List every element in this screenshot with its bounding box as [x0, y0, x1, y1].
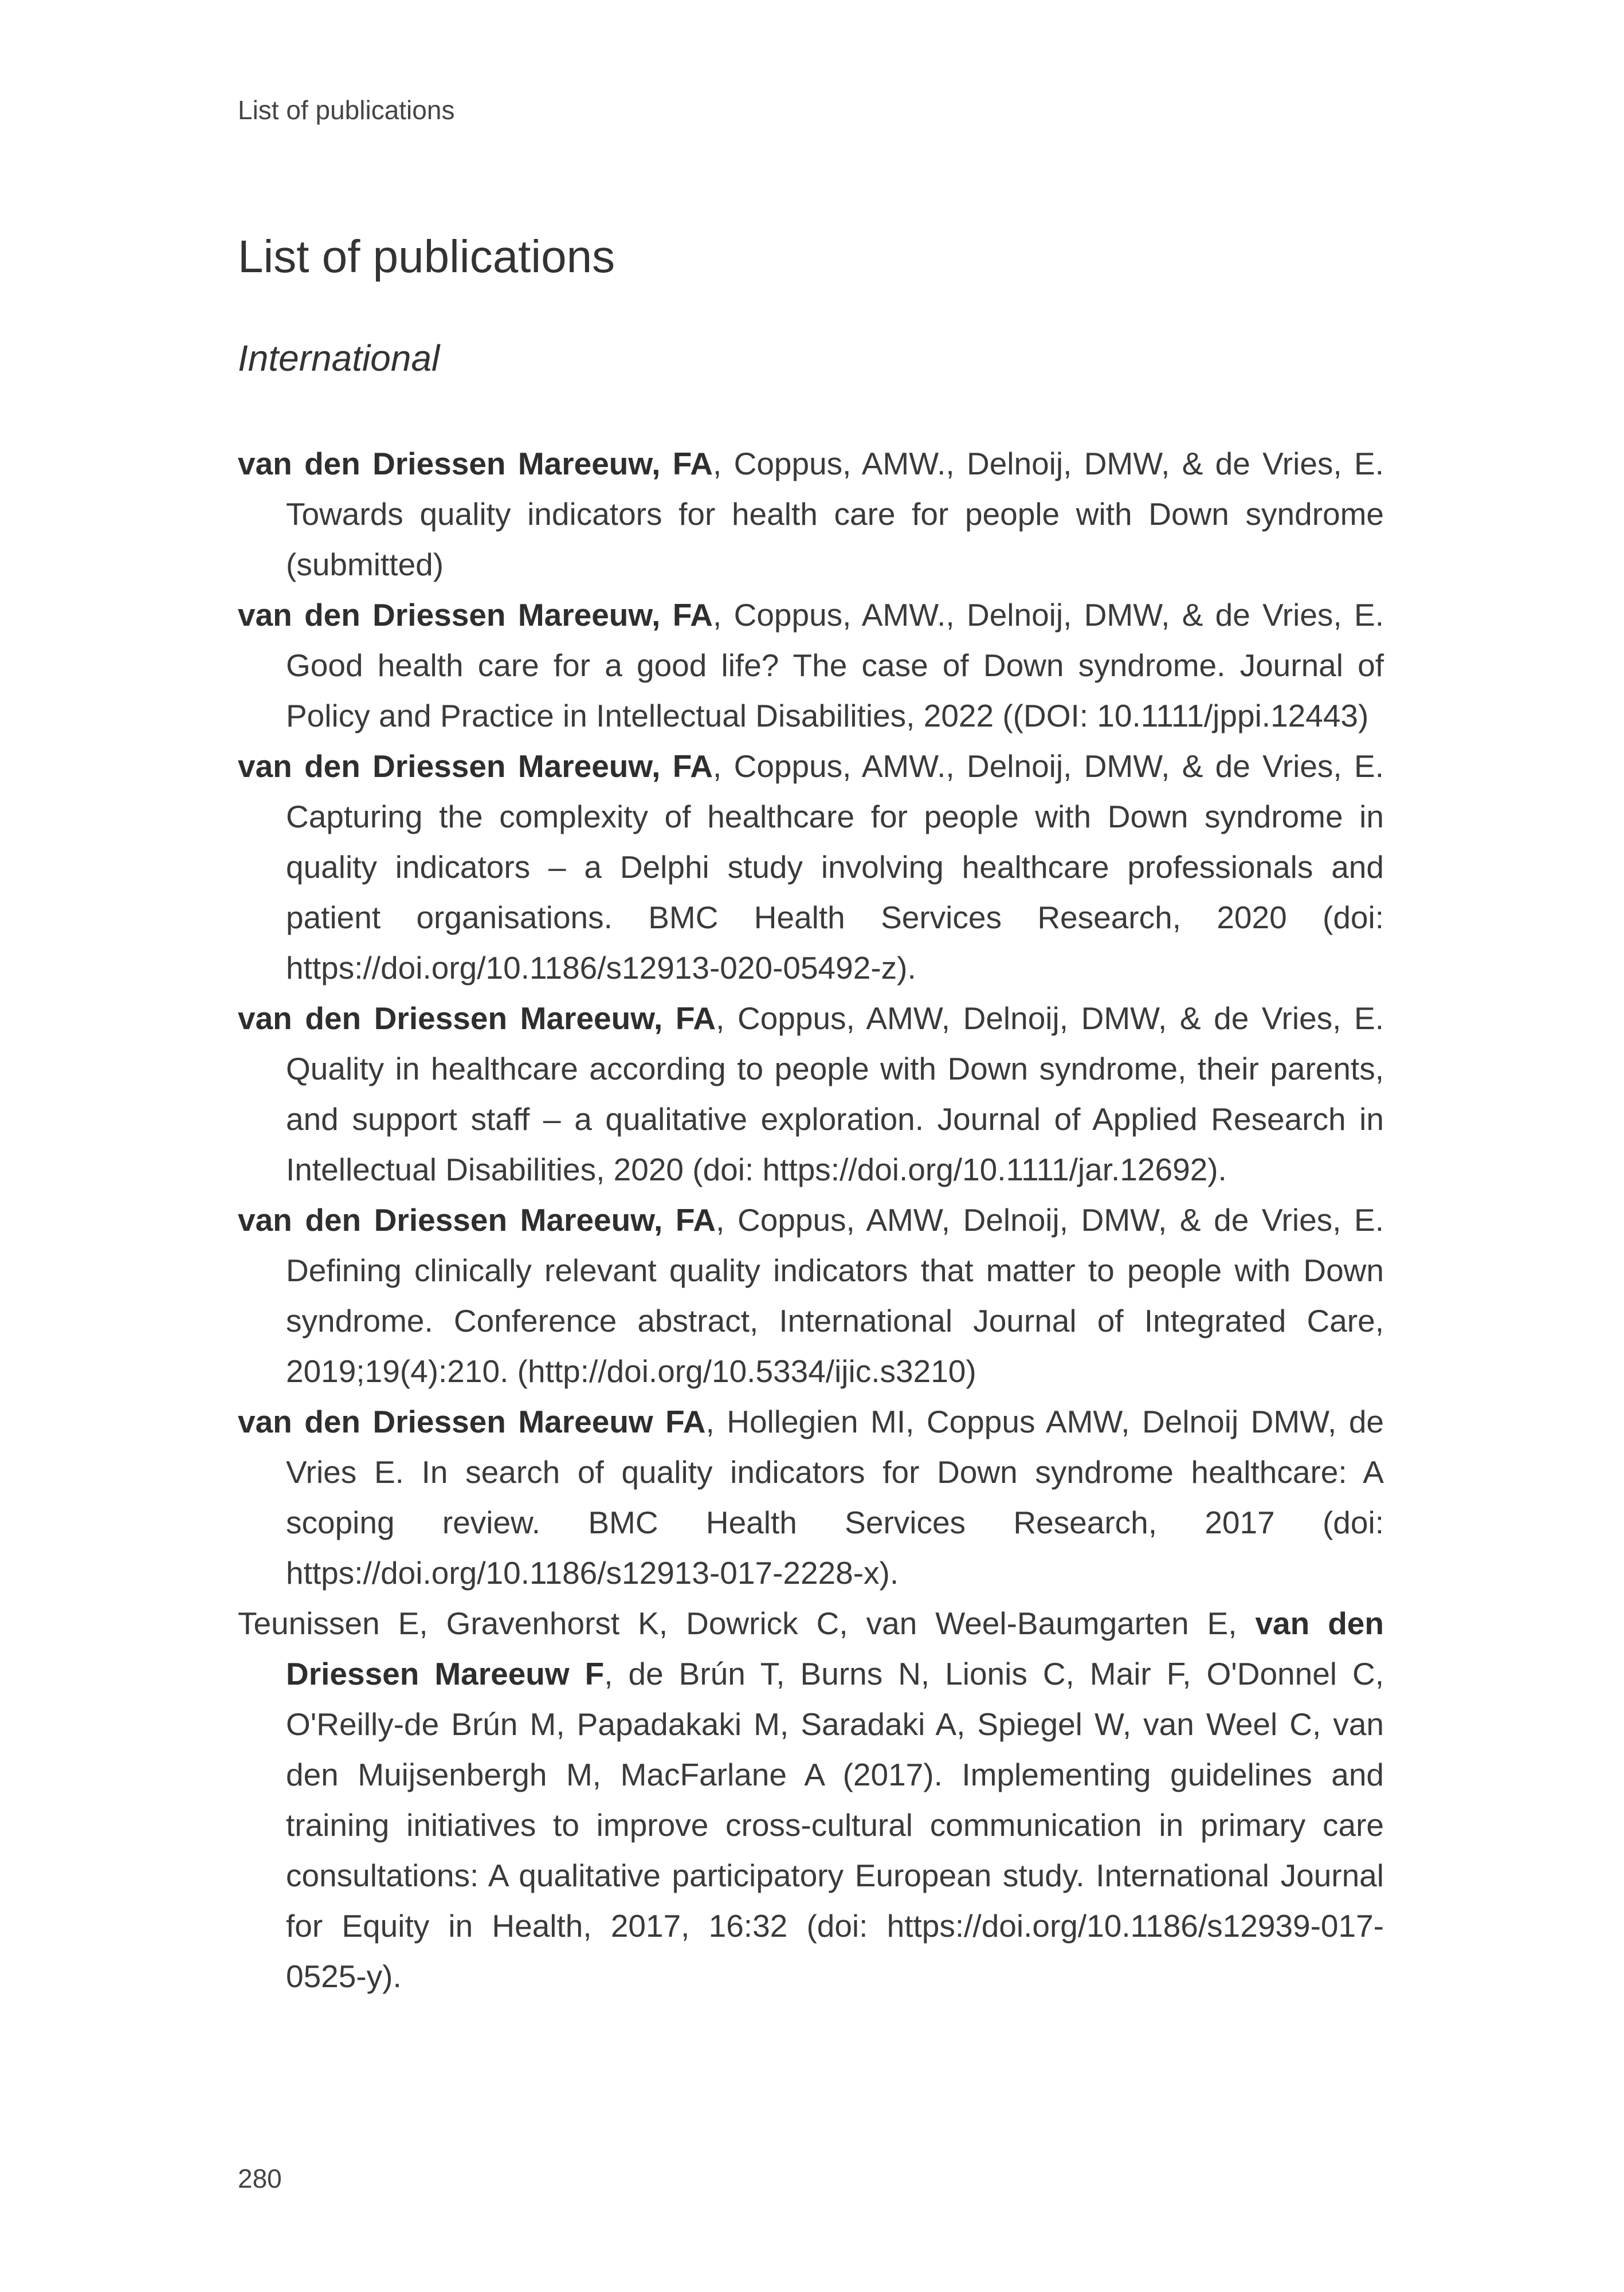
publication-highlighted-author: van den Driessen Mareeuw F [286, 1606, 1384, 1691]
publication-text: , Hollegien MI, Coppus AMW, Delnoij DMW, de Vries E. In search of quality indicators for Down syndrome healthcare: A scoping review. BMC Health Services Research, 2017 (doi: https://doi.org/10.1186/s12913-017-2228-x). [286, 1404, 1384, 1591]
page-number: 280 [238, 2164, 282, 2193]
publication-entry [238, 438, 1384, 590]
publication-highlighted-author: van den Driessen Mareeuw, FA [238, 597, 713, 633]
publication-entry [238, 590, 1384, 741]
publication-entry [238, 741, 1384, 993]
publication-text: , Coppus, AMW, Delnoij, DMW, & de Vries, E. Defining clinically relevant quality indicators that matter to people with Down syndrome. Conference abstract, International Journal of Integrated Care, 2019;19(4):210. (http://doi.org/10.5334/ijic.s3210) [286, 1202, 1384, 1389]
publication-entry [238, 993, 1384, 1195]
publication-highlighted-author: van den Driessen Mareeuw FA [238, 1404, 706, 1439]
section-heading-international: International [238, 337, 440, 379]
publication-text: , Coppus, AMW., Delnoij, DMW, & de Vries, E. Capturing the complexity of healthcare for people with Down syndrome in quality indicators – a Delphi study involving healthcare professionals and patient organisations. BMC Health Services Research, 2020 (doi: https://doi.org/10.1186/s12913-020-05492-z). [286, 748, 1384, 986]
running-header: List of publications [238, 95, 455, 125]
publication-text: , de Brún T, Burns N, Lionis C, Mair F, O'Donnel C, O'Reilly-de Brún M, Papadakaki M, Saradaki A, Spiegel W, van Weel C, van den Muijsenbergh M, MacFarlane A (2017). Implementing guidelines and training initiatives to improve cross-cultural communication in primary care consultations: A qualitative participatory European study. International Journal for Equity in Health, 2017, 16:32 (doi: https://doi.org/10.1186/s12939-017-0525-y). [286, 1656, 1384, 1994]
page-title: List of publications [238, 231, 615, 282]
publication-highlighted-author: van den Driessen Mareeuw, FA [238, 748, 713, 784]
publication-entry [238, 1396, 1384, 1598]
publication-list [238, 438, 1384, 2001]
publication-highlighted-author: van den Driessen Mareeuw, FA [238, 1000, 716, 1036]
publication-text: , Coppus, AMW, Delnoij, DMW, & de Vries, E. Quality in healthcare according to people with Down syndrome, their parents, and support staff – a qualitative exploration. Journal of Applied Research in Intellectual Disabilities, 2020 (doi: https://doi.org/10.1111/jar.12692). [286, 1000, 1384, 1187]
publication-highlighted-author: van den Driessen Mareeuw, FA [238, 446, 713, 481]
publication-text: , Coppus, AMW., Delnoij, DMW, & de Vries, E. Towards quality indicators for health care for people with Down syndrome (submitted) [286, 446, 1384, 582]
publication-entry [238, 1598, 1384, 2001]
publication-highlighted-author: van den Driessen Mareeuw, FA [238, 1202, 716, 1238]
publication-text: , Coppus, AMW., Delnoij, DMW, & de Vries, E. Good health care for a good life? The case of Down syndrome. Journal of Policy and Practice in Intellectual Disabilities, 2022 ((DOI: 10.1111/jppi.12443) [286, 597, 1384, 733]
publication-entry [238, 1195, 1384, 1396]
publication-prefix: Teunissen E, Gravenhorst K, Dowrick C, van Weel-Baumgarten E, [238, 1606, 1256, 1641]
